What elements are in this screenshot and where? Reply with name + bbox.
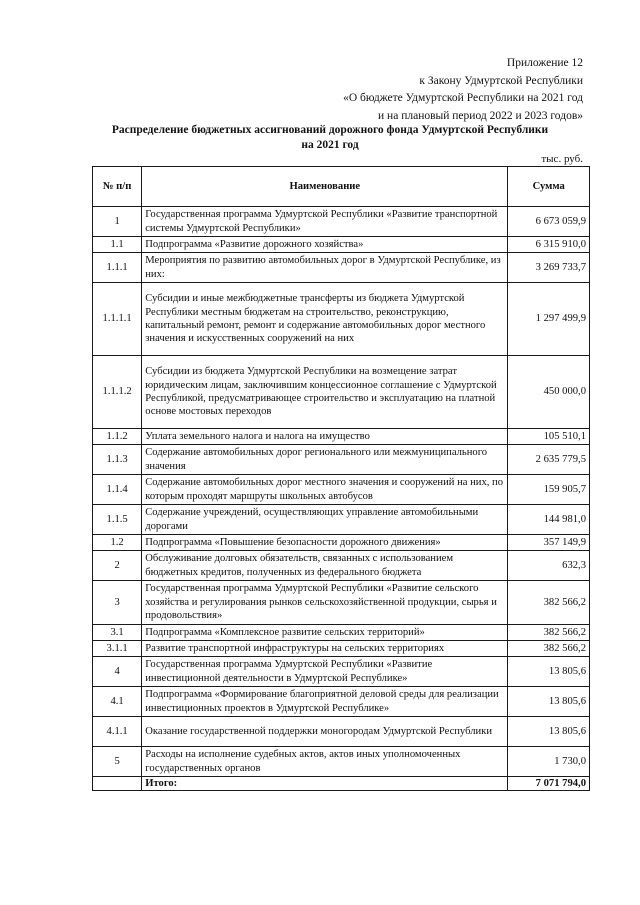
table-row <box>93 356 590 429</box>
table-row <box>93 747 590 777</box>
row-amount: 6 673 059,9 <box>508 207 590 237</box>
row-number: 1.1.2 <box>93 429 142 445</box>
row-amount: 13 805,6 <box>508 657 590 687</box>
row-amount: 159 905,7 <box>508 475 590 505</box>
table-row <box>93 657 590 687</box>
row-number: 3.1.1 <box>93 641 142 657</box>
table-row <box>93 581 590 625</box>
table-row <box>93 551 590 581</box>
row-name: Расходы на исполнение судебных актов, актов иных уполномоченных государственных органов <box>142 747 508 777</box>
row-number: 4.1.1 <box>93 717 142 747</box>
row-number: 3 <box>93 581 142 625</box>
row-number: 1.1.1.2 <box>93 356 142 429</box>
row-number: 4 <box>93 657 142 687</box>
row-amount: 144 981,0 <box>508 505 590 535</box>
appendix-line: и на плановый период 2022 и 2023 годов» <box>378 109 583 122</box>
title-line: Распределение бюджетных ассигнований дорожного фонда Удмуртской Республики <box>111 124 549 136</box>
row-name: Государственная программа Удмуртской Республики «Развитие транспортной системы Удмуртской Республики» <box>142 207 508 237</box>
row-amount: 450 000,0 <box>508 356 590 429</box>
row-amount: 105 510,1 <box>508 429 590 445</box>
table-row <box>93 253 590 283</box>
row-number: 1.1.4 <box>93 475 142 505</box>
row-name: Содержание учреждений, осуществляющих управление автомобильными дорогами <box>142 505 508 535</box>
table-row <box>93 717 590 747</box>
row-amount: 3 269 733,7 <box>508 253 590 283</box>
header-name: Наименование <box>142 167 508 207</box>
table-row <box>93 207 590 237</box>
row-name: Содержание автомобильных дорог местного значения и сооружений на них, по которым проходят маршруты школьных автобусов <box>142 475 508 505</box>
row-name: Субсидии и иные межбюджетные трансферты из бюджета Удмуртской Республики местным бюджетам на строительство, реконструкцию, капитальный ремонт, ремонт и содержание автомобильных дорог местного значения и искусственных сооружений на них <box>142 283 508 356</box>
row-number: 1.1.1.1 <box>93 283 142 356</box>
row-amount: 1 730,0 <box>508 747 590 777</box>
header-amount: Сумма <box>508 167 590 207</box>
row-amount: 357 149,9 <box>508 535 590 551</box>
table-row <box>93 625 590 641</box>
row-name: Государственная программа Удмуртской Республики «Развитие инвестиционной деятельности в Удмуртской Республике» <box>142 657 508 687</box>
appendix-line: «О бюджете Удмуртской Республики на 2021 год <box>343 92 583 104</box>
row-name: Подпрограмма «Развитие дорожного хозяйства» <box>142 237 508 253</box>
row-amount: 382 566,2 <box>508 581 590 625</box>
row-amount: 13 805,6 <box>508 717 590 747</box>
document-title <box>60 123 600 153</box>
table-row <box>93 505 590 535</box>
row-name: Оказание государственной поддержки моногородам Удмуртской Республики <box>142 717 508 747</box>
table-row <box>93 475 590 505</box>
row-amount: 382 566,2 <box>508 641 590 657</box>
total-amount: 7 071 794,0 <box>508 777 590 791</box>
budget-table <box>92 166 590 791</box>
total-row <box>93 777 590 791</box>
title-line: на 2021 год <box>301 139 359 151</box>
header-number: № п/п <box>93 167 142 207</box>
row-number: 3.1 <box>93 625 142 641</box>
row-number: 1.1.1 <box>93 253 142 283</box>
table-header-row <box>93 167 590 207</box>
appendix-line: к Закону Удмуртской Республики <box>419 74 583 87</box>
row-number: 5 <box>93 747 142 777</box>
row-name: Развитие транспортной инфраструктуры на сельских территориях <box>142 641 508 657</box>
table-body <box>93 207 590 777</box>
row-name: Обслуживание долговых обязательств, связанных с использованием бюджетных кредитов, полученных из федерального бюджета <box>142 551 508 581</box>
row-name: Мероприятия по развитию автомобильных дорог в Удмуртской Республике, из них: <box>142 253 508 283</box>
appendix-header <box>253 55 583 125</box>
row-name: Подпрограмма «Повышение безопасности дорожного движения» <box>142 535 508 551</box>
row-number: 4.1 <box>93 687 142 717</box>
row-number: 1 <box>93 207 142 237</box>
row-amount: 632,3 <box>508 551 590 581</box>
row-amount: 1 297 499,9 <box>508 283 590 356</box>
row-amount: 2 635 779,5 <box>508 445 590 475</box>
total-label: Итого: <box>142 777 508 791</box>
appendix-line: Приложение 12 <box>506 57 583 69</box>
row-number: 1.1 <box>93 237 142 253</box>
table-row <box>93 237 590 253</box>
row-name: Государственная программа Удмуртской Республики «Развитие сельского хозяйства и регулирования рынков сельскохозяйственной продукции, сырья и продовольствия» <box>142 581 508 625</box>
row-amount: 6 315 910,0 <box>508 237 590 253</box>
row-name: Субсидии из бюджета Удмуртской Республики на возмещение затрат юридическим лицам, заключившим концессионное соглашение с Удмуртской Республикой, предусматривающее строительство и эксплуатацию на платной основе мостовых переходов <box>142 356 508 429</box>
row-amount: 382 566,2 <box>508 625 590 641</box>
row-number: 1.1.3 <box>93 445 142 475</box>
table-row <box>93 283 590 356</box>
row-name: Уплата земельного налога и налога на имущество <box>142 429 508 445</box>
row-name: Подпрограмма «Комплексное развитие сельских территорий» <box>142 625 508 641</box>
table-row <box>93 535 590 551</box>
row-number: 1.1.5 <box>93 505 142 535</box>
table-row <box>93 429 590 445</box>
row-number: 1.2 <box>93 535 142 551</box>
total-number-cell <box>93 777 142 791</box>
table-row <box>93 445 590 475</box>
units-label: тыс. руб. <box>541 153 583 165</box>
row-number: 2 <box>93 551 142 581</box>
table-row <box>93 687 590 717</box>
row-amount: 13 805,6 <box>508 687 590 717</box>
table-row <box>93 641 590 657</box>
row-name: Подпрограмма «Формирование благоприятной деловой среды для реализации инвестиционных проектов в Удмуртской Республике» <box>142 687 508 717</box>
row-name: Содержание автомобильных дорог регионального или межмуниципального значения <box>142 445 508 475</box>
